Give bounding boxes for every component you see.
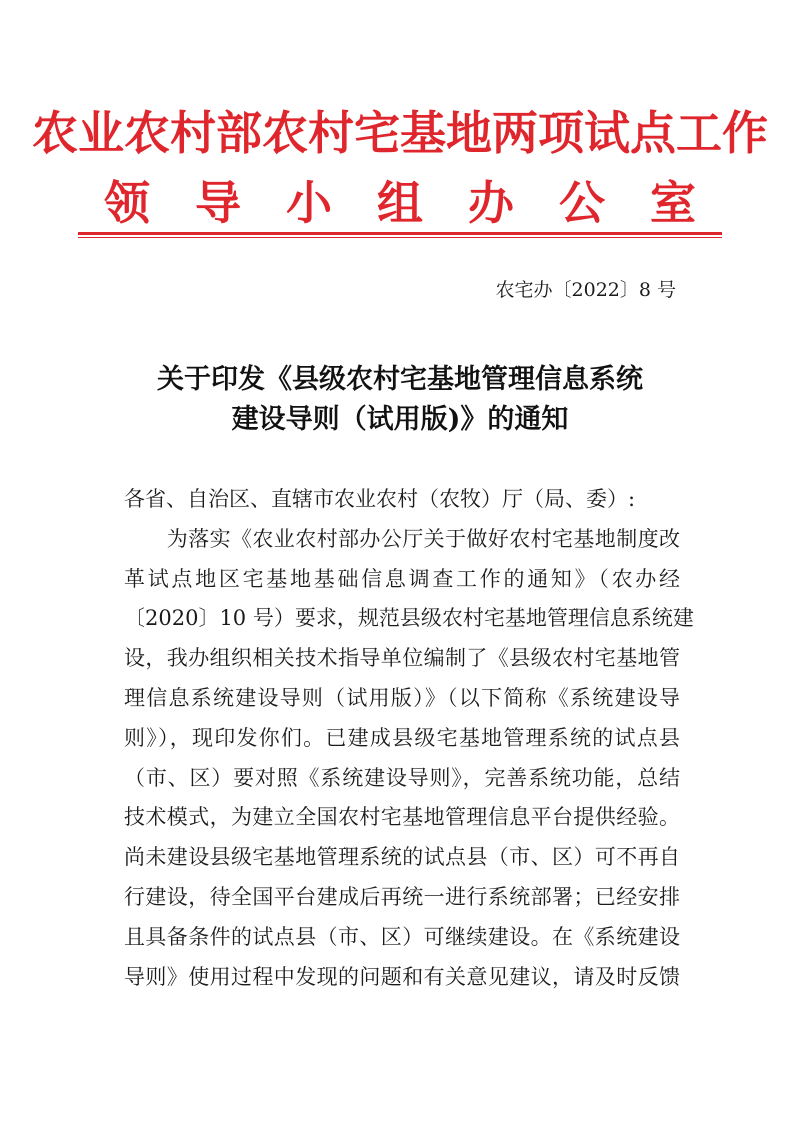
body-line: 技术模式，为建立全国农村宅基地管理信息平台提供经验。 [124, 805, 680, 830]
body-line: 行建设，待全国平台建成后再统一进行系统部署；已经安排 [124, 884, 680, 909]
header-divider-thin [78, 237, 722, 238]
body-line: 设，我办组织相关技术指导单位编制了《县级农村宅基地管 [124, 646, 680, 671]
issuing-org-line-2 [104, 175, 696, 231]
issuing-org-char: 导 [195, 176, 241, 230]
body-line: 导则》使用过程中发现的问题和有关意见建议，请及时反馈 [124, 964, 680, 989]
issuing-org-char: 组 [377, 176, 423, 230]
issuing-org-char: 小 [286, 176, 332, 230]
issuing-org-char: 室 [650, 176, 696, 230]
body-line: 则》），现印发你们。已建成县级宅基地管理系统的试点县 [124, 725, 680, 750]
document-title [0, 360, 800, 440]
header-divider-thick [78, 232, 722, 235]
body-line: 尚未建设县级宅基地管理系统的试点县（市、区）可不再自 [124, 845, 680, 870]
document-title-line-2: 建设导则（试用版)》的通知 [231, 404, 569, 435]
issuing-org-char: 公 [559, 176, 605, 230]
body-line: 革试点地区宅基地基础信息调查工作的通知》（农办经 [124, 566, 680, 591]
issuing-org-char: 领 [104, 176, 150, 230]
body-line: 〔2020〕10 号）要求，规范县级农村宅基地管理信息系统建 [124, 606, 694, 631]
salutation: 各省、自治区、直辖市农业农村（农牧）厅（局、委）: [124, 487, 636, 511]
body-line: 理信息系统建设导则（试用版）》（以下简称《系统建设导 [124, 685, 680, 710]
document-number: 农宅办〔2022〕8 号 [495, 279, 676, 301]
issuing-org-char: 办 [468, 176, 514, 230]
document-body [124, 480, 694, 997]
issuing-org-line-1: 农业农村部农村宅基地两项试点工作 [32, 106, 768, 160]
document-title-line-1: 关于印发《县级农村宅基地管理信息系统 [157, 364, 643, 395]
body-line: （市、区）要对照《系统建设导则》，完善系统功能，总结 [124, 765, 680, 790]
body-line: 且具备条件的试点县（市、区）可继续建设。在《系统建设 [124, 924, 680, 949]
body-line: 为落实《农业农村部办公厅关于做好农村宅基地制度改 [124, 526, 680, 551]
